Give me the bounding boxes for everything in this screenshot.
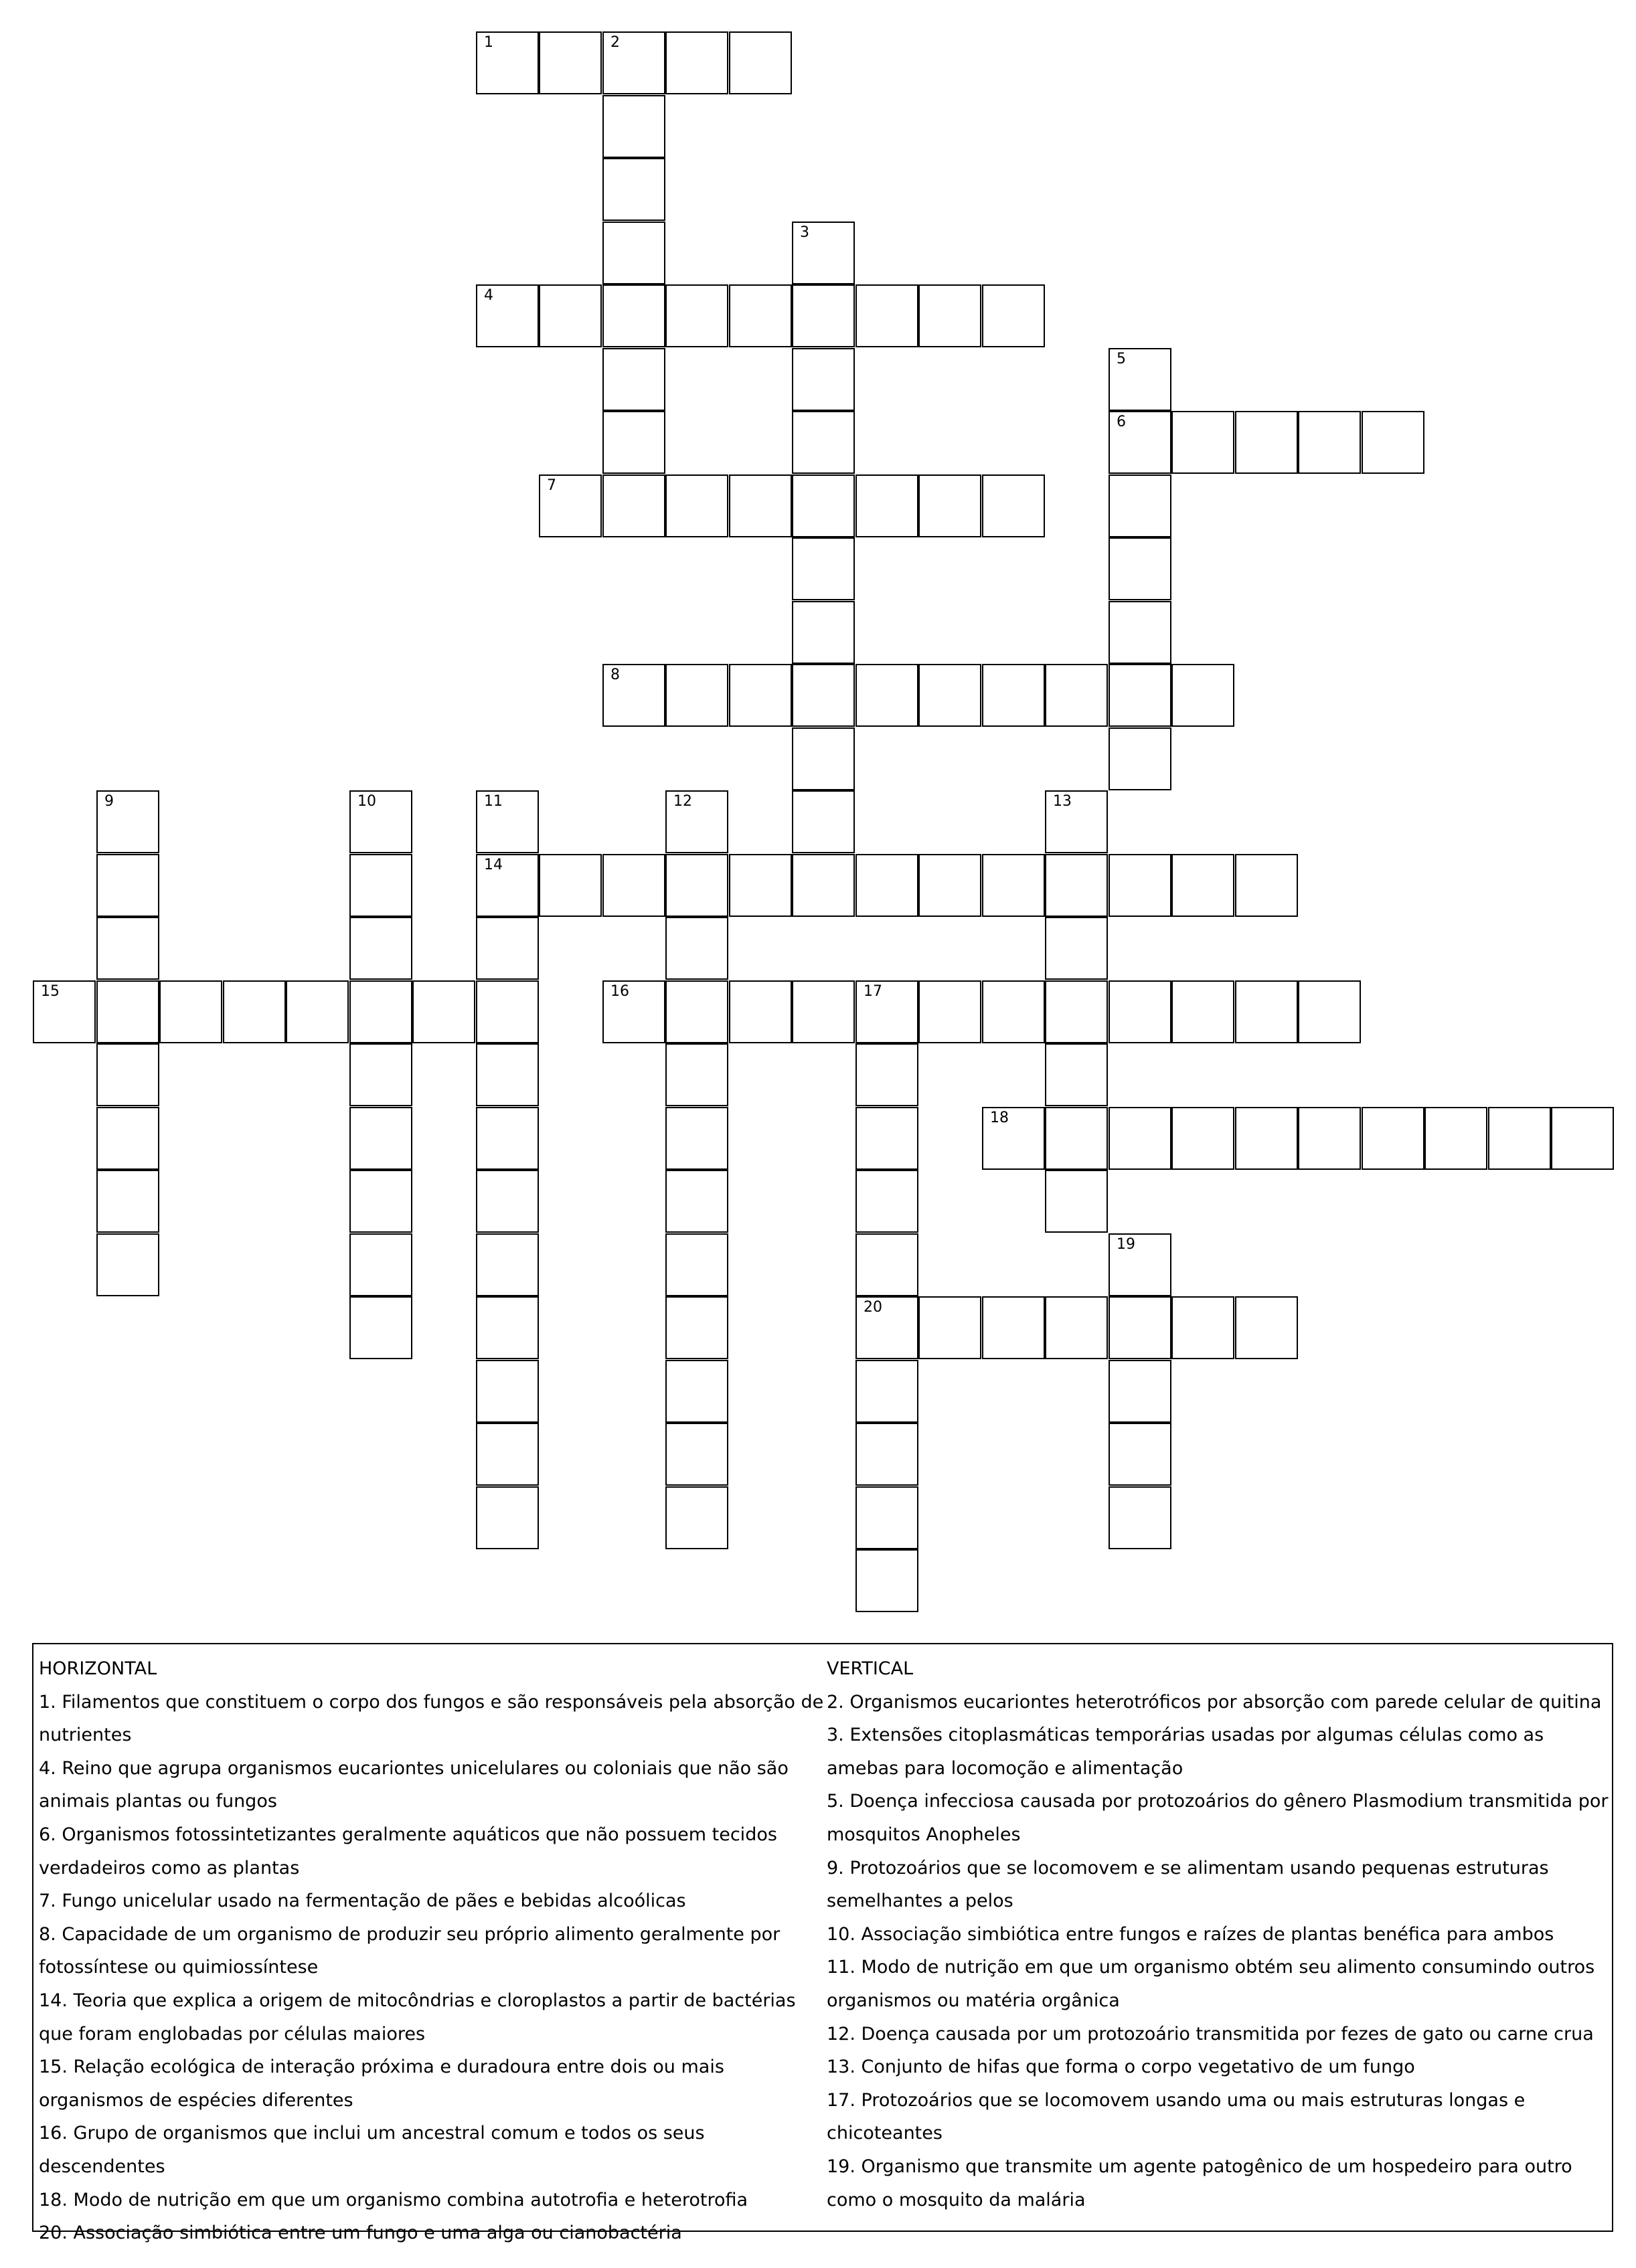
grid-cell[interactable] [1235,1296,1298,1359]
grid-cell[interactable] [855,1107,918,1170]
grid-cell[interactable] [1045,854,1108,917]
grid-cell[interactable] [412,980,475,1043]
grid-cell[interactable] [1235,1107,1298,1170]
clue-number: 19 [1117,1236,1135,1253]
clue-number: 20 [864,1299,882,1316]
grid-cell[interactable] [1171,1296,1234,1359]
grid-cell[interactable] [96,1043,159,1106]
grid-cell[interactable] [1109,601,1171,664]
clues-box [32,1643,1613,2244]
grid-cell[interactable] [792,348,855,411]
grid-cell[interactable] [286,980,349,1043]
grid-cell[interactable] [1109,1486,1171,1549]
clue-number: 5 [1117,351,1126,367]
grid-cell[interactable] [982,284,1045,347]
grid-cell[interactable] [1045,1043,1108,1106]
grid-cell[interactable] [539,31,602,94]
grid-cell[interactable] [982,1107,1045,1170]
grid-cell[interactable] [602,348,665,411]
clue-number: 15 [41,983,60,1000]
grid-cell[interactable] [855,1360,918,1423]
grid-cell[interactable] [349,917,412,980]
grid-cell[interactable] [1045,917,1108,980]
clue-number: 14 [484,857,503,873]
grid-cell[interactable] [1045,790,1108,853]
clue-v13: 13. Conjunto de hifas que forma o corpo vegetativo de um fungo [827,2057,1415,2078]
clue-h15: 15. Relação ecológica de interação próxima e duradoura entre dois ou mais organismos de espécies diferentes [39,2057,724,2111]
grid-cell[interactable] [1298,411,1361,474]
clue-number: 16 [610,983,629,1000]
clue-v11: 11. Modo de nutrição em que um organismo obtém seu alimento consumindo outros organismos ou matéria orgânica [827,1957,1595,2011]
clue-v17: 17. Protozoários que se locomovem usando uma ou mais estruturas longas e chicoteantes [827,2089,1526,2144]
clue-number: 8 [610,667,620,683]
grid-cell[interactable] [1109,348,1171,411]
grid-cell[interactable] [1045,980,1108,1043]
clue-number: 4 [484,287,493,304]
grid-cell[interactable] [349,1170,412,1233]
grid-cell[interactable] [665,1170,728,1233]
grid-cell[interactable] [1171,1107,1234,1170]
grid-cell[interactable] [96,854,159,917]
grid-cell[interactable] [1109,411,1171,474]
grid-cell[interactable] [665,1360,728,1423]
grid-cell[interactable] [982,474,1045,537]
clue-h6: 6. Organismos fotossintetizantes geralmente aquáticos que não possuem tecidos verdadeiros como as plantas [39,1824,777,1879]
grid-cell[interactable] [729,854,792,917]
grid-cell[interactable] [1298,1107,1361,1170]
clue-number: 1 [484,34,493,51]
grid-cell[interactable] [665,1296,728,1359]
grid-cell[interactable] [792,980,855,1043]
clue-h4: 4. Reino que agrupa organismos eucariontes unicelulares ou coloniais que não são animais plantas ou fungos [39,1757,789,1812]
grid-cell[interactable] [476,284,539,347]
grid-cell[interactable] [1171,664,1234,727]
clue-h7: 7. Fungo unicelular usado na fermentação de pães e bebidas alcoólicas [39,1891,686,1912]
grid-cell[interactable] [476,1233,539,1296]
grid-cell[interactable] [665,790,728,853]
grid-cell[interactable] [96,1233,159,1296]
grid-cell[interactable] [602,222,665,284]
grid-cell[interactable] [1298,980,1361,1043]
grid-cell[interactable] [918,284,981,347]
grid-cell[interactable] [1109,1233,1171,1296]
grid-cell[interactable] [1109,1423,1171,1486]
grid-cell[interactable] [349,854,412,917]
grid-cell[interactable] [918,980,981,1043]
grid-cell[interactable] [349,790,412,853]
clue-v2: 2. Organismos eucariontes heterotróficos por absorção com parede celular de quitina [827,1691,1602,1713]
clue-h1: 1. Filamentos que constituem o corpo dos fungos e são responsáveis pela absorção de nutrientes [39,1691,824,1746]
grid-cell[interactable] [1045,664,1108,727]
clue-v12: 12. Doença causada por um protozoário transmitida por fezes de gato ou carne crua [827,2023,1594,2044]
grid-cell[interactable] [602,411,665,474]
grid-cell[interactable] [855,1233,918,1296]
grid-cell[interactable] [33,980,96,1043]
grid-cell[interactable] [96,790,159,853]
grid-cell[interactable] [476,1170,539,1233]
grid-cell[interactable] [539,474,602,537]
grid-cell[interactable] [855,1170,918,1233]
grid-cell[interactable] [855,980,918,1043]
grid-cell[interactable] [1362,411,1424,474]
grid-cell[interactable] [1235,854,1298,917]
grid-cell[interactable] [1109,980,1171,1043]
grid-cell[interactable] [349,980,412,1043]
grid-cell[interactable] [918,854,981,917]
grid-cell[interactable] [855,1423,918,1486]
clue-number: 2 [610,34,620,51]
grid-cell[interactable] [602,31,665,94]
grid-cell[interactable] [665,1423,728,1486]
grid-cell[interactable] [1551,1107,1614,1170]
vertical-clues-column [827,1652,1610,2216]
clue-number: 10 [357,793,376,810]
grid-cell[interactable] [1171,854,1234,917]
grid-cell[interactable] [729,284,792,347]
grid-cell[interactable] [855,474,918,537]
vertical-heading: VERTICAL [827,1658,914,1679]
grid-cell[interactable] [602,95,665,158]
grid-cell[interactable] [476,31,539,94]
grid-cell[interactable] [792,664,855,727]
grid-cell[interactable] [602,158,665,221]
clue-h16: 16. Grupo de organismos que inclui um ancestral comum e todos os seus descendentes [39,2123,705,2177]
grid-cell[interactable] [476,1486,539,1549]
grid-cell[interactable] [792,411,855,474]
grid-cell[interactable] [476,1360,539,1423]
grid-cell[interactable] [665,1107,728,1170]
grid-cell[interactable] [855,284,918,347]
grid-cell[interactable] [1171,980,1234,1043]
grid-cell[interactable] [476,790,539,853]
grid-cell[interactable] [539,284,602,347]
grid-cell[interactable] [1362,1107,1424,1170]
grid-cell[interactable] [1045,1107,1108,1170]
grid-cell[interactable] [855,1043,918,1106]
grid-cell[interactable] [349,1043,412,1106]
grid-cell[interactable] [729,474,792,537]
grid-cell[interactable] [665,917,728,980]
clue-number: 17 [864,983,882,1000]
grid-cell[interactable] [1109,727,1171,790]
grid-cell[interactable] [855,854,918,917]
clue-number: 3 [800,224,809,241]
grid-cell[interactable] [96,1170,159,1233]
clue-number: 6 [1117,414,1126,430]
horizontal-clues-column [39,1652,829,2250]
grid-cell[interactable] [665,1486,728,1549]
grid-cell[interactable] [349,1296,412,1359]
grid-cell[interactable] [602,664,665,727]
clue-number: 11 [484,793,503,810]
clue-number: 7 [547,477,556,494]
grid-cell[interactable] [918,474,981,537]
grid-cell[interactable] [792,537,855,600]
clue-v3: 3. Extensões citoplasmáticas temporárias usadas por algumas células como as amebas para locomoção e alimentação [827,1725,1544,1779]
grid-cell[interactable] [665,284,728,347]
clue-number: 18 [990,1110,1009,1126]
grid-cell[interactable] [918,1296,981,1359]
clue-h18: 18. Modo de nutrição em que um organismo combina autotrofia e heterotrofia [39,2189,748,2210]
grid-cell[interactable] [855,664,918,727]
grid-cell[interactable] [665,854,728,917]
horizontal-heading: HORIZONTAL [39,1658,157,1679]
grid-cell[interactable] [792,727,855,790]
grid-cell[interactable] [665,1043,728,1106]
grid-cell[interactable] [602,474,665,537]
grid-cell[interactable] [476,1107,539,1170]
grid-cell[interactable] [476,917,539,980]
grid-cell[interactable] [1109,537,1171,600]
grid-cell[interactable] [918,664,981,727]
grid-cell[interactable] [1488,1107,1551,1170]
grid-cell[interactable] [1109,1360,1171,1423]
grid-cell[interactable] [602,284,665,347]
grid-cell[interactable] [1109,664,1171,727]
grid-cell[interactable] [96,1107,159,1170]
clue-h14: 14. Teoria que explica a origem de mitocôndrias e cloroplastos a partir de bactérias que foram englobadas por células maiores [39,1990,796,2044]
clue-v19: 19. Organismo que transmite um agente patogênico de um hospedeiro para outro como o mosquito da malária [827,2156,1572,2210]
grid-cell[interactable] [1171,411,1234,474]
grid-cell[interactable] [729,664,792,727]
clue-v10: 10. Associação simbiótica entre fungos e raízes de plantas benéfica para ambos [827,1923,1554,1945]
grid-cell[interactable] [96,917,159,980]
grid-cell[interactable] [476,1423,539,1486]
grid-cell[interactable] [1045,1296,1108,1359]
grid-cell[interactable] [1235,411,1298,474]
grid-cell[interactable] [665,31,728,94]
grid-cell[interactable] [665,1233,728,1296]
grid-cell[interactable] [665,980,728,1043]
grid-cell[interactable] [476,1043,539,1106]
grid-cell[interactable] [792,601,855,664]
grid-cell[interactable] [1109,1296,1171,1359]
grid-cell[interactable] [792,222,855,284]
grid-cell[interactable] [792,284,855,347]
grid-cell[interactable] [476,854,539,917]
grid-cell[interactable] [855,1296,918,1359]
grid-cell[interactable] [476,980,539,1043]
grid-cell[interactable] [982,980,1045,1043]
grid-cell[interactable] [476,1296,539,1359]
grid-cell[interactable] [792,854,855,917]
grid-cell[interactable] [792,790,855,853]
grid-cell[interactable] [855,1549,918,1612]
grid-cell[interactable] [729,980,792,1043]
grid-cell[interactable] [159,980,222,1043]
clue-v9: 9. Protozoários que se locomovem e se alimentam usando pequenas estruturas semelhantes a pelos [827,1857,1549,1912]
clue-number: 9 [104,793,114,810]
clue-number: 12 [673,793,692,810]
grid-cell[interactable] [665,664,728,727]
grid-cell[interactable] [1045,1170,1108,1233]
clue-h8: 8. Capacidade de um organismo de produzir seu próprio alimento geralmente por fotossíntese ou quimiossíntese [39,1923,781,1978]
grid-cell[interactable] [1424,1107,1487,1170]
grid-cell[interactable] [349,1233,412,1296]
grid-cell[interactable] [665,474,728,537]
grid-cell[interactable] [602,980,665,1043]
grid-cell[interactable] [96,980,159,1043]
grid-cell[interactable] [1109,1107,1171,1170]
grid-cell[interactable] [602,854,665,917]
grid-cell[interactable] [539,854,602,917]
grid-cell[interactable] [982,854,1045,917]
grid-cell[interactable] [729,31,792,94]
grid-cell[interactable] [855,1486,918,1549]
grid-cell[interactable] [349,1107,412,1170]
grid-cell[interactable] [223,980,286,1043]
grid-cell[interactable] [1109,854,1171,917]
grid-cell[interactable] [1235,980,1298,1043]
clue-v5: 5. Doença infecciosa causada por protozoários do gênero Plasmodium transmitida por mosquitos Anopheles [827,1791,1609,1845]
grid-cell[interactable] [982,664,1045,727]
grid-cell[interactable] [792,474,855,537]
grid-cell[interactable] [1109,474,1171,537]
clue-number: 13 [1053,793,1072,810]
clue-h20: 20. Associação simbiótica entre um fungo e uma alga ou cianobactéria [39,2222,682,2244]
grid-cell[interactable] [982,1296,1045,1359]
